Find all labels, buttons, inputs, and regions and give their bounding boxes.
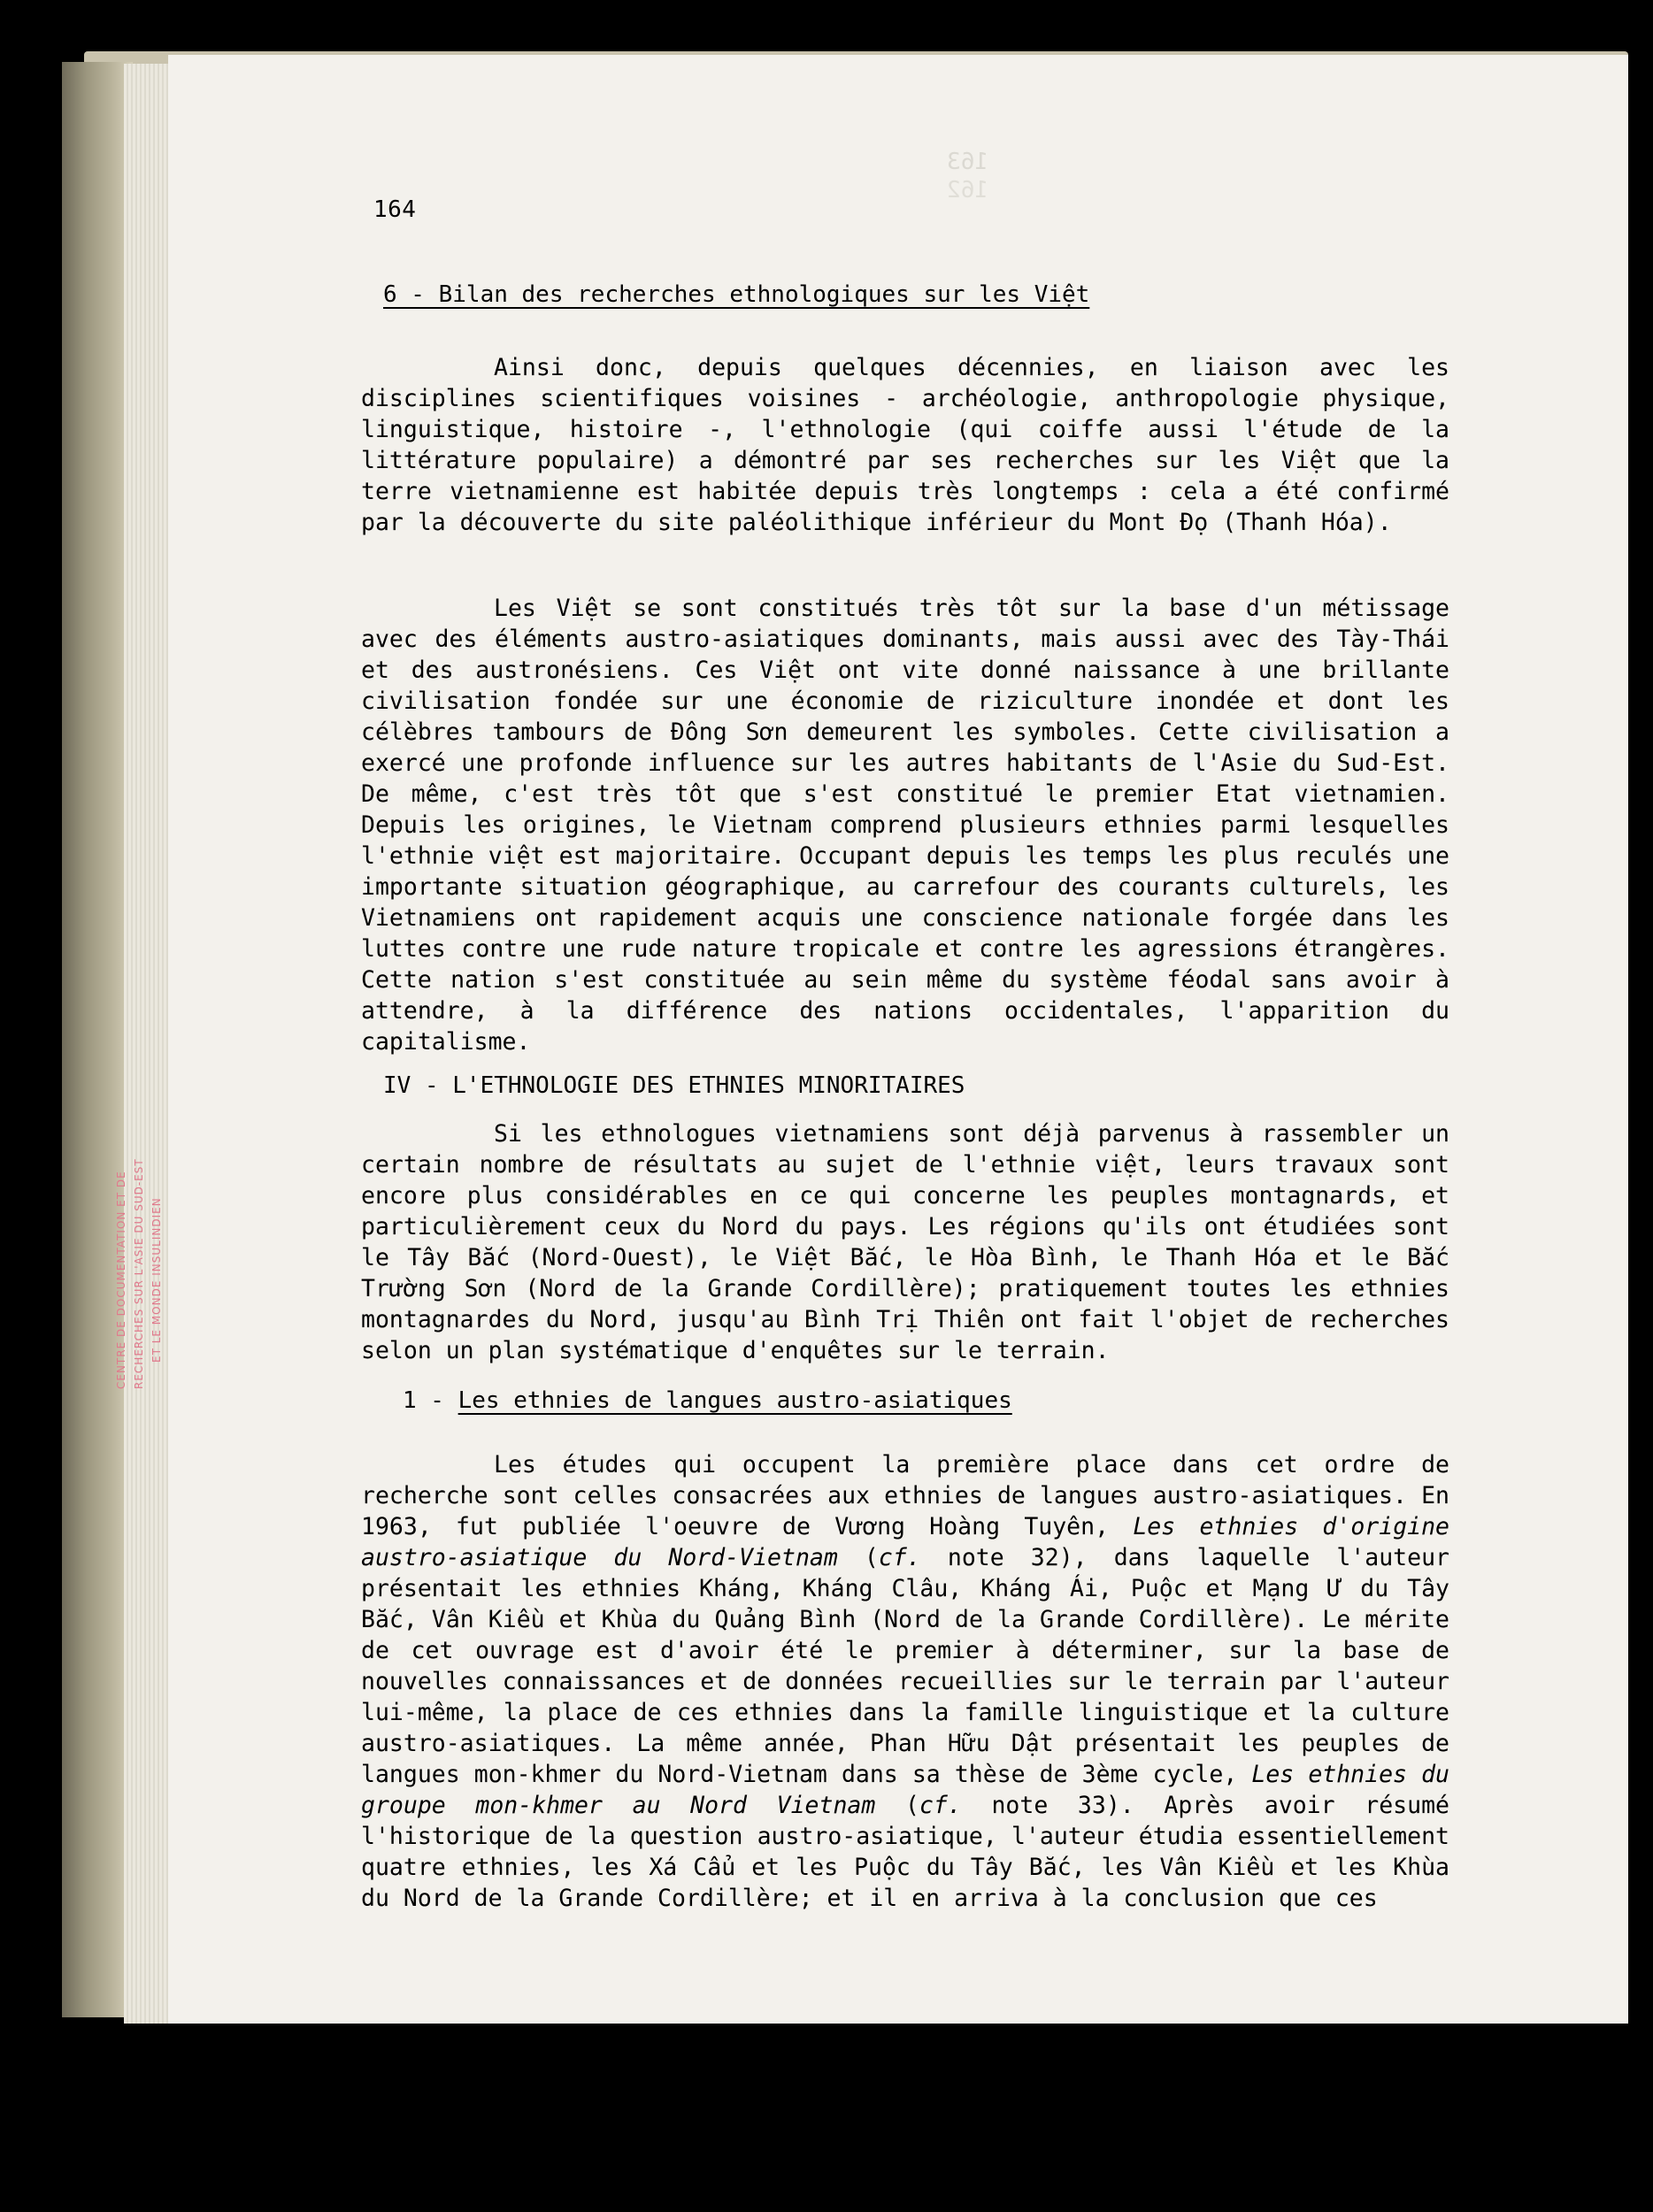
section-heading-6-text: 6 - Bilan des recherches ethnologiques sur les Việt: [383, 281, 1090, 308]
page-number: 164: [373, 196, 417, 223]
paragraph-4-book-title-2: Les ethnies du groupe mon-khmer au Nord Vietnam: [361, 1761, 1449, 1819]
paragraph-4-cf-2: cf.: [919, 1792, 962, 1819]
section-heading-iv: IV - L'ETHNOLOGIE DES ETHNIES MINORITAIRES: [383, 1072, 965, 1099]
paragraph-4-part-a: Les études qui occupent la première place dans cet ordre de recherche sont celles consacrées aux ethnies de langues austro-asiatiques. En 1963, fut publiée l'oeuvre de Vương Hoàng Tuyên,: [361, 1451, 1449, 1540]
stamp-line-2: RECHERCHES SUR L'ASIE DU SUD-EST: [133, 1158, 145, 1389]
book-spine: [62, 62, 133, 2017]
paragraph-4-part-c: note 32), dans laquelle l'auteur présentait les ethnies Kháng, Kháng Clâu, Kháng Ái, Puộc et Mạng Ư du Tây Bắc, Vân Kiều et Khùa du Quảng Bình (Nord de la Grande Cordillère). Le mérite de cet ouvrage est d'avoir été le premier à déterminer, sur la base de nouvelles connaissances et de données recueillies sur le terrain par l'auteur lui-même, la place de ces ethnies dans la famille linguistique et la culture austro-asiatiques. La même année, Phan Hữu Dật présentait les peuples de langues mon-khmer du Nord-Vietnam dans sa thèse de 3ème cycle,: [361, 1544, 1449, 1788]
paragraph-3-text: Si les ethnologues vietnamiens sont déjà parvenus à rassembler un certain nombre de résultats au sujet de l'ethnie việt, leurs travaux sont encore plus considérables en ce qui concerne les peuples montagnards, et particulièrement ceux du Nord du pays. Les régions qu'ils ont étudiées sont le Tây Bắc (Nord-Ouest), le Việt Bắc, le Hòa Bình, le Thanh Hóa et le Bắc Trường Sơn (Nord de la Grande Cordillère); pratiquement toutes les ethnies montagnardes du Nord, jusqu'au Bình Trị Thiên ont fait l'objet de recherches selon un plan systématique d'enquêtes sur le terrain.: [361, 1120, 1449, 1364]
paragraph-4-cf-1: cf.: [878, 1544, 921, 1571]
paragraph-4-part-d: (: [875, 1792, 919, 1819]
bleed-through-page-number-2: 162: [947, 177, 988, 204]
paragraph-4-text: [361, 1449, 1449, 1914]
stamp-line-1: CENTRE DE DOCUMENTATION ET DE: [115, 1171, 127, 1389]
paragraph-4: [361, 1449, 1449, 1914]
paragraph-4-book-title-1: Les ethnies d'origine austro-asiatique du Nord-Vietnam: [361, 1513, 1450, 1571]
paragraph-4-part-b: (: [837, 1544, 879, 1571]
section-heading-6: [383, 281, 1089, 308]
stamp-line-3: ET LE MONDE INSULINDIEN: [150, 1197, 163, 1363]
paragraph-2: [361, 593, 1449, 1057]
paragraph-2-text: Les Việt se sont constitués très tôt sur la base d'un métissage avec des éléments austro-asiatiques dominants, mais aussi avec des Tày-Thái et des austronésiens. Ces Việt ont vite donné naissance à une brillante civilisation fondée sur une économie de riziculture inondée et dont les célèbres tambours de Đông Sơn demeurent les symboles. Cette civilisation a exercé une profonde influence sur les autres habitants de l'Asie du Sud-Est. De même, c'est très tôt que s'est constitué le premier Etat vietnamien. Depuis les origines, le Vietnam comprend plusieurs ethnies parmi lesquelles l'ethnie việt est majoritaire. Occupant depuis les temps les plus reculés une importante situation géographique, au carrefour des courants culturels, les Vietnamiens ont rapidement acquis une conscience nationale forgée dans les luttes contre une rude nature tropicale et contre les agressions étrangères. Cette nation s'est constituée au sein même du système féodal sans avoir à attendre, à la différence des nations occidentales, l'apparition du capitalisme.: [361, 595, 1449, 1056]
paragraph-3: [361, 1118, 1449, 1366]
library-stamp: [106, 1097, 212, 1389]
section-heading-1-text: Les ethnies de langues austro-asiatiques: [457, 1387, 1012, 1414]
paragraph-4-part-e: note 33). Après avoir résumé l'historique de la question austro-asiatique, l'auteur étudia essentiellement quatre ethnies, les Xá Cẩu et les Puộc du Tây Bắc, les Vân Kiều et les Khùa du Nord de la Grande Cordillère; et il en arriva à la conclusion que ces: [361, 1792, 1449, 1912]
paragraph-1-text: Ainsi donc, depuis quelques décennies, en liaison avec les disciplines scientifiques voisines - archéologie, anthropologie physique, linguistique, histoire -, l'ethnologie (qui coiffe aussi l'étude de la littérature populaire) a démontré par ses recherches sur les Việt que la terre vietnamienne est habitée depuis très longtemps : cela a été confirmé par la découverte du site paléolithique inférieur du Mont Đọ (Thanh Hóa).: [361, 354, 1449, 536]
section-heading-1: [403, 1387, 1012, 1414]
paragraph-1: [361, 352, 1449, 538]
section-heading-1-number: 1 -: [403, 1387, 458, 1414]
bleed-through-page-number: 163: [947, 149, 988, 175]
